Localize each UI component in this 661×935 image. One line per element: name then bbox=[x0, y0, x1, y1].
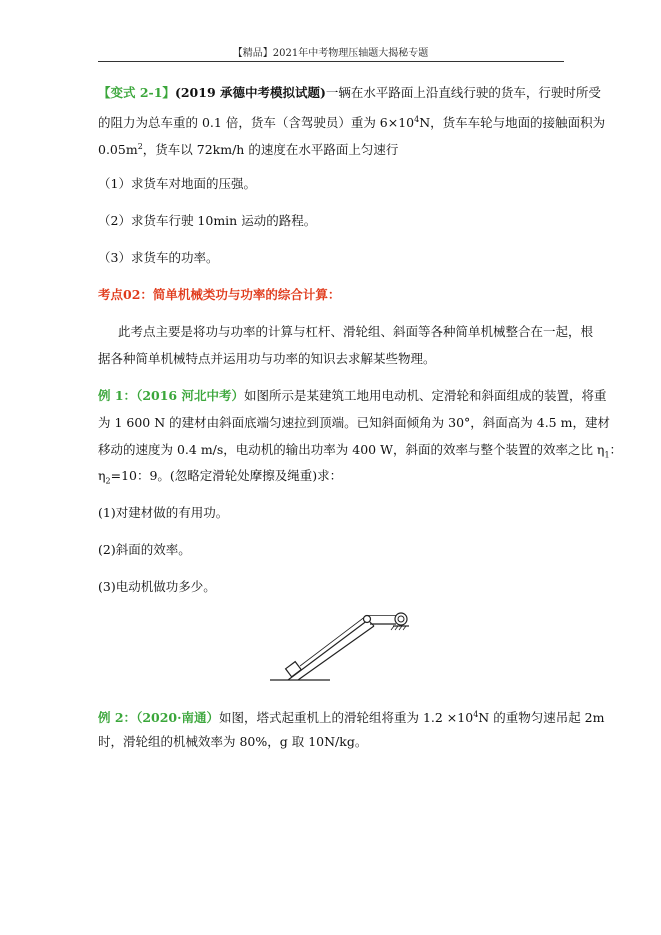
variant-question-3: （3）求货车的功率。 bbox=[98, 250, 219, 265]
example2-source: （2020·南通） bbox=[136, 710, 219, 726]
variant-line-2 bbox=[98, 111, 605, 132]
material-block bbox=[286, 662, 302, 677]
variant-text-3b: ，货车以 72km/h 的速度在水平路面上匀速行 bbox=[142, 142, 399, 158]
example1-line-3 bbox=[98, 441, 622, 465]
example1-question-2: (2)斜面的效率。 bbox=[98, 542, 191, 557]
example2-line-1 bbox=[98, 706, 604, 727]
example2-text-1b: N 的重物匀速吊起 2m bbox=[478, 710, 605, 726]
section-paragraph-1: 此考点主要是将功与功率的计算与杠杆、滑轮组、斜面等各种简单机械整合在一起，根 bbox=[118, 324, 594, 339]
example2-exp: 4 bbox=[473, 710, 479, 719]
example1-line-1 bbox=[98, 387, 606, 405]
example1-text-4a: η bbox=[98, 468, 106, 483]
variant-line-3 bbox=[98, 138, 398, 159]
example1-line-2: 为 1 600 N 的建材由斜面底端匀速拉到顶端。已知斜面倾角为 30°，斜面高为 4.5 m，建材 bbox=[98, 415, 610, 430]
incline-pulley-figure bbox=[270, 608, 440, 688]
example1-question-1: (1)对建材做的有用功。 bbox=[98, 505, 229, 520]
example1-tag: 例 1： bbox=[98, 388, 137, 403]
variant-text-1: 一辆在水平路面上沿直线行驶的货车，行驶时所受 bbox=[325, 85, 601, 100]
variant-line-1 bbox=[98, 84, 601, 102]
variant-question-2: （2）求货车行驶 10min 运动的路程。 bbox=[98, 213, 317, 228]
variant-text-2b: N，货车车轮与地面的接触面积为 bbox=[419, 115, 606, 131]
example2-text-1a: 如图，塔式起重机上的滑轮组将重为 1.2 ×10 bbox=[218, 710, 474, 726]
example1-sub-1: 1 bbox=[604, 450, 610, 460]
example1-source: （2016 河北中考） bbox=[136, 388, 244, 403]
variant-exp-2: 4 bbox=[414, 115, 420, 124]
variant-question-1: （1）求货车对地面的压强。 bbox=[98, 176, 256, 191]
variant-text-3a: 0.05m bbox=[98, 142, 138, 158]
rope-incline bbox=[300, 616, 366, 666]
incline-bottom-edge bbox=[298, 626, 374, 680]
example1-text-4b: =10：9。(忽略定滑轮处摩擦及绳重)求： bbox=[110, 468, 343, 483]
example1-sub-2: 2 bbox=[105, 476, 111, 486]
example1-text-1: 如图所示是某建筑工地用电动机、定滑轮和斜面组成的装置，将重 bbox=[243, 388, 607, 403]
example2-line-2: 时，滑轮组的机械效率为 80%，g 取 10N/kg。 bbox=[98, 734, 368, 749]
example1-text-3: 移动的速度为 0.4 m/s，电动机的输出功率为 400 W，斜面的效率与整个装置的效率之比 η bbox=[98, 442, 605, 457]
variant-exp-3: 2 bbox=[137, 142, 143, 151]
page-header: 【精品】2021年中考物理压轴题大揭秘专题 bbox=[232, 48, 429, 59]
example1-text-3-end: ： bbox=[609, 442, 623, 457]
example1-question-3: (3)电动机做功多少。 bbox=[98, 579, 216, 594]
header-rule bbox=[98, 61, 564, 62]
motor-axle bbox=[398, 616, 404, 622]
variant-source: (2019 承德中考模拟试题) bbox=[174, 85, 326, 100]
section-paragraph-2: 据各种简单机械特点并运用功与功率的知识去求解某些物理。 bbox=[98, 351, 436, 366]
variant-text-2a: 的阻力为总车重的 0.1 倍，货车（含驾驶员）重为 6×10 bbox=[98, 115, 415, 131]
pulley-icon bbox=[364, 616, 371, 623]
section-title: 考点02：简单机械类功与功率的综合计算： bbox=[98, 287, 341, 302]
example2-tag: 例 2： bbox=[98, 710, 137, 726]
variant-tag: 【变式 2-1】 bbox=[98, 85, 175, 100]
example1-line-4 bbox=[98, 467, 342, 491]
